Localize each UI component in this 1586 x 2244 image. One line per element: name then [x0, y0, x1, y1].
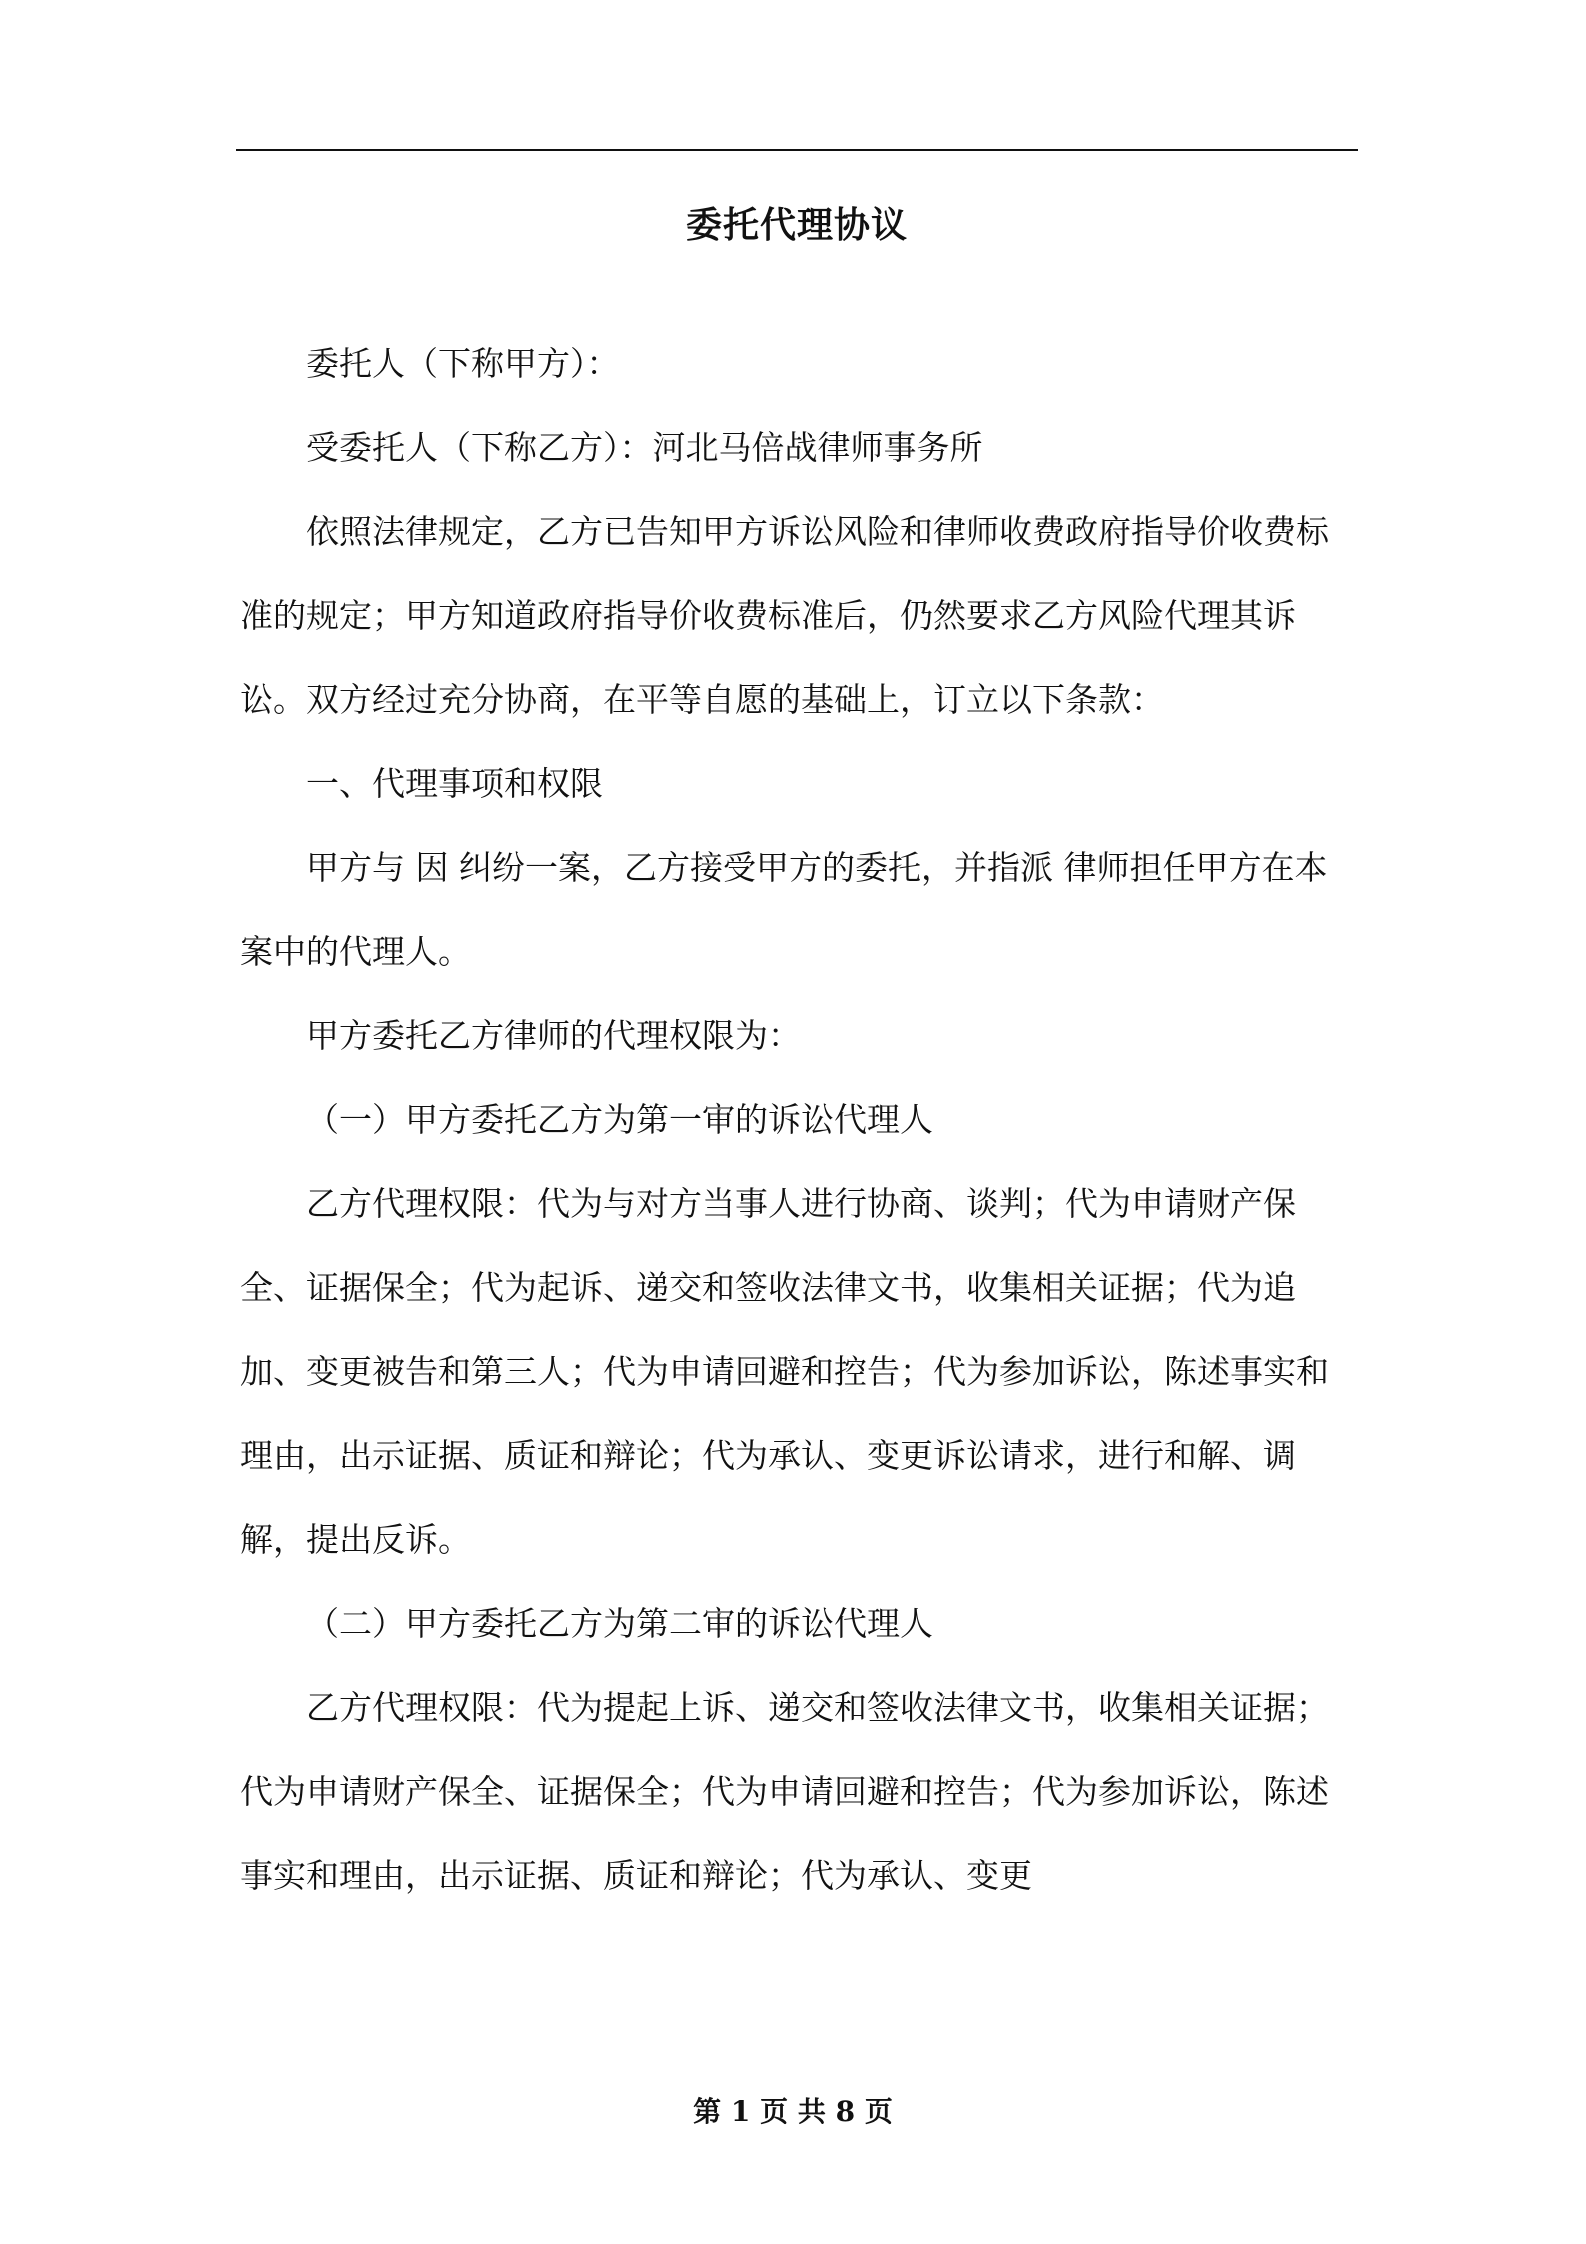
document-body	[240, 322, 1360, 1918]
document-title: 委托代理协议	[685, 205, 908, 246]
paragraph: 甲方与 因 纠纷一案，乙方接受甲方的委托，并指派 律师担任甲方在本案中的代理人。	[240, 848, 1328, 971]
paragraph: 受委托人（下称乙方）：河北马倍战律师事务所	[306, 428, 983, 467]
paragraph: 依照法律规定，乙方已告知甲方诉讼风险和律师收费政府指导价收费标准的规定；甲方知道政府指导价收费标准后，仍然要求乙方风险代理其诉讼。双方经过充分协商，在平等自愿的基础上，订立以下条款：	[240, 512, 1329, 719]
header-rule	[236, 149, 1358, 151]
subsection-heading: （一）甲方委托乙方为第一审的诉讼代理人	[306, 1100, 933, 1139]
paragraph: 甲方委托乙方律师的代理权限为：	[306, 1016, 801, 1055]
paragraph: 委托人（下称甲方）：	[306, 344, 620, 383]
page-footer: 第 1 页 共 8 页	[693, 2095, 893, 2128]
section-heading: 一、代理事项和权限	[306, 764, 603, 803]
paragraph: 乙方代理权限：代为与对方当事人进行协商、谈判；代为申请财产保全、证据保全；代为起诉、递交和签收法律文书，收集相关证据；代为追加、变更被告和第三人；代为申请回避和控告；代为参加诉讼，陈述事实和理由，出示证据、质证和辩论；代为承认、变更诉讼请求，进行和解、调解，提出反诉。	[240, 1184, 1329, 1559]
subsection-heading: （二）甲方委托乙方为第二审的诉讼代理人	[306, 1604, 933, 1643]
paragraph: 乙方代理权限：代为提起上诉、递交和签收法律文书，收集相关证据；代为申请财产保全、证据保全；代为申请回避和控告；代为参加诉讼，陈述事实和理由，出示证据、质证和辩论；代为承认、变更	[240, 1688, 1329, 1895]
